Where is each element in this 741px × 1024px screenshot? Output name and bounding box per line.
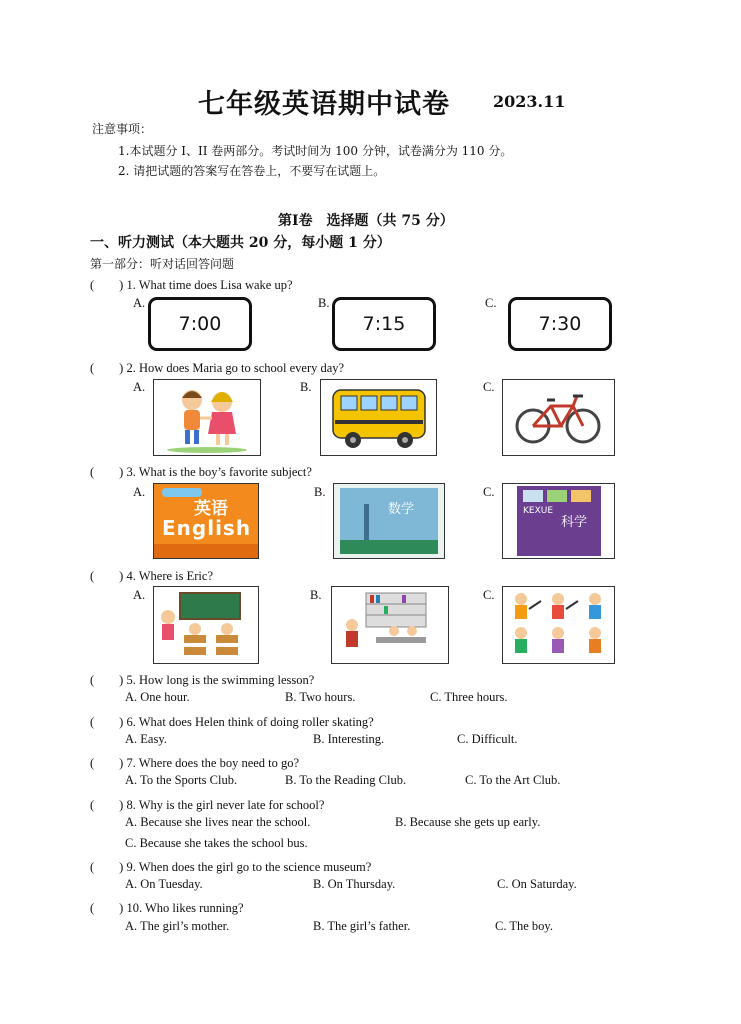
option-label: A.	[133, 588, 146, 602]
option-label: B.	[314, 485, 326, 499]
clock-7-00: 7:00	[148, 297, 252, 351]
question-text: ( ) 2. How does Maria go to school every day?	[90, 361, 345, 375]
option-label: B.	[318, 296, 330, 310]
science-textbook-image	[502, 483, 615, 559]
option-text: C. Three hours.	[430, 690, 508, 704]
option-text: A. To the Sports Club.	[125, 773, 238, 787]
option-text: A. The girl’s mother.	[125, 919, 230, 933]
section-title: 一、听力测试（本大题共 20 分，每小题 1 分）	[90, 235, 391, 251]
option-text: A. On Tuesday.	[125, 877, 203, 891]
question-text: ( ) 5. How long is the swimming lesson?	[90, 673, 315, 687]
option-text: C. The boy.	[495, 919, 553, 933]
option-text: C. Difficult.	[457, 732, 518, 746]
science-book-cn-title: 科学	[561, 515, 588, 530]
option-text: B. Because she gets up early.	[395, 815, 541, 829]
option-text: B. Two hours.	[285, 690, 356, 704]
question-text: ( ) 9. When does the girl go to the science museum?	[90, 860, 372, 874]
question-text: ( ) 8. Why is the girl never late for school?	[90, 798, 325, 812]
option-label: C.	[483, 588, 495, 602]
english-book-cn-title: 英语	[194, 499, 228, 519]
page-title: 七年级英语期中试卷	[198, 89, 450, 120]
option-text: B. On Thursday.	[313, 877, 396, 891]
option-label: A.	[133, 485, 146, 499]
option-text: A. Because she lives near the school.	[125, 815, 311, 829]
option-text: C. On Saturday.	[497, 877, 577, 891]
english-book-en-title: English	[162, 516, 252, 540]
option-label: B.	[310, 588, 322, 602]
walking-children-image	[153, 379, 261, 456]
question-text: ( ) 4. Where is Eric?	[90, 569, 213, 583]
option-label: A.	[133, 296, 146, 310]
option-label: C.	[483, 380, 495, 394]
library-image	[331, 586, 449, 664]
question-text: ( ) 7. Where does the boy need to go?	[90, 756, 300, 770]
question-text: ( ) 3. What is the boy’s favorite subject?	[90, 465, 312, 479]
note-item: 2. 请把试题的答案写在答卷上，不要写在试题上。	[118, 164, 386, 178]
section-subtitle: 第一部分：听对话回答问题	[90, 257, 235, 271]
option-label: A.	[133, 380, 146, 394]
option-text: C. Because she takes the school bus.	[125, 836, 308, 850]
note-item: 1.本试题分 I、II 卷两部分。考试时间为 100 分钟，试卷满分为 110 分。	[118, 144, 513, 158]
option-label: B.	[300, 380, 312, 394]
bicycle-image	[502, 379, 615, 456]
option-text: B. To the Reading Club.	[285, 773, 407, 787]
notes-heading: 注意事项：	[92, 122, 153, 136]
exam-date: 2023.11	[493, 92, 566, 111]
question-text: ( ) 10. Who likes running?	[90, 901, 244, 915]
english-textbook-image	[153, 483, 259, 559]
option-label: C.	[483, 485, 495, 499]
option-text: B. The girl’s father.	[313, 919, 411, 933]
clock-7-15: 7:15	[332, 297, 436, 351]
math-book-title: 数学	[388, 502, 415, 517]
option-text: B. Interesting.	[313, 732, 385, 746]
science-book-en-title: KEXUE	[523, 506, 554, 516]
option-text: C. To the Art Club.	[465, 773, 561, 787]
classroom-image	[153, 586, 259, 664]
school-bus-image	[320, 379, 437, 456]
option-text: A. One hour.	[125, 690, 190, 704]
question-text: ( ) 1. What time does Lisa wake up?	[90, 278, 293, 292]
math-textbook-image	[333, 483, 445, 559]
option-label: C.	[485, 296, 497, 310]
option-text: A. Easy.	[125, 732, 167, 746]
clock-7-30: 7:30	[508, 297, 612, 351]
music-band-image	[502, 586, 615, 664]
question-text: ( ) 6. What does Helen think of doing roller skating?	[90, 715, 374, 729]
part-title: 第Ⅰ卷 选择题（共 75 分）	[278, 213, 454, 229]
